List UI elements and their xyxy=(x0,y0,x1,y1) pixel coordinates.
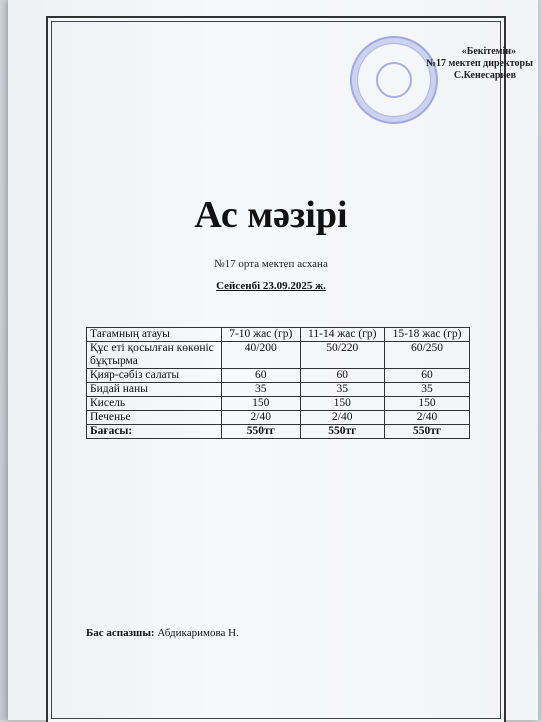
dish-name: Бидай наны xyxy=(87,383,222,397)
dish-name: Печенье xyxy=(87,411,222,425)
approval-position: №17 мектеп директоры xyxy=(426,58,533,69)
menu-date: Сейсенбі 23.09.2025 ж. xyxy=(216,280,326,292)
approval-title: «Бекітемін» xyxy=(461,46,516,57)
price-label: Бағасы: xyxy=(87,425,222,439)
table-row xyxy=(87,411,470,425)
portion-cell: 2/40 xyxy=(300,411,384,425)
price-cell: 550тг xyxy=(222,425,301,439)
portion-cell: 35 xyxy=(385,383,470,397)
price-cell: 550тг xyxy=(300,425,384,439)
header-cell: 7-10 жас (гр) xyxy=(222,328,301,342)
table-row xyxy=(87,397,470,411)
head-chef-name: Абдикаримова Н. xyxy=(157,627,239,639)
portion-cell: 40/200 xyxy=(222,342,301,369)
header-cell: 11-14 жас (гр) xyxy=(300,328,384,342)
portion-cell: 2/40 xyxy=(385,411,470,425)
portion-cell: 60/250 xyxy=(385,342,470,369)
portion-cell: 35 xyxy=(300,383,384,397)
table-header-row xyxy=(87,328,470,342)
dish-name: Құс еті қосылған көкөніс бұқтырма xyxy=(87,342,222,369)
portion-cell: 150 xyxy=(222,397,301,411)
page-subtitle: №17 орта мектеп асхана xyxy=(214,258,328,270)
portion-cell: 150 xyxy=(385,397,470,411)
table-row xyxy=(87,342,470,369)
table-row xyxy=(87,369,470,383)
page-title: Ас мәзірі xyxy=(194,194,348,236)
portion-cell: 60 xyxy=(385,369,470,383)
head-chef-line xyxy=(86,627,239,639)
head-chef-label: Бас аспазшы: xyxy=(86,627,155,639)
table-row xyxy=(87,383,470,397)
header-cell: 15-18 жас (гр) xyxy=(385,328,470,342)
price-row xyxy=(87,425,470,439)
portion-cell: 150 xyxy=(300,397,384,411)
dish-name: Қияр-сәбіз салаты xyxy=(87,369,222,383)
dish-name: Кисель xyxy=(87,397,222,411)
portion-cell: 2/40 xyxy=(222,411,301,425)
approval-signatory: С.Кенесариев xyxy=(453,70,516,81)
portion-cell: 35 xyxy=(222,383,301,397)
header-cell: Тағамның атауы xyxy=(87,328,222,342)
portion-cell: 50/220 xyxy=(300,342,384,369)
menu-table xyxy=(86,327,470,439)
price-cell: 550тг xyxy=(385,425,470,439)
portion-cell: 60 xyxy=(222,369,301,383)
school-seal-stamp xyxy=(350,36,438,124)
portion-cell: 60 xyxy=(300,369,384,383)
approval-block xyxy=(426,46,533,82)
